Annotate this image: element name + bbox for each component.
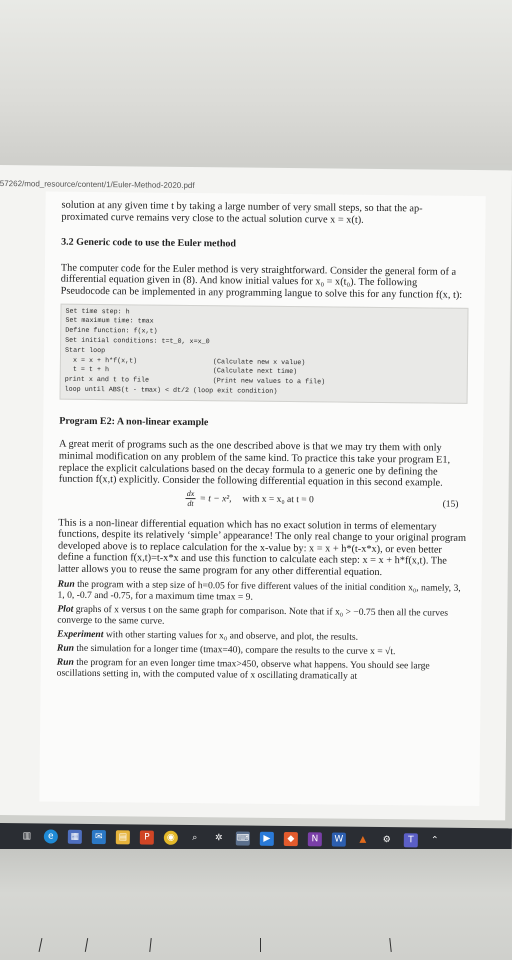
code-line: Start loop xyxy=(65,346,106,355)
code-line: t = t + h (Calculate next time) xyxy=(64,366,298,377)
equation-15 xyxy=(58,487,466,517)
monitor-bezel xyxy=(0,0,512,165)
program-paragraph-2: This is a non-linear differential equation which has no exact solution in terms of elementary functions, despite its relatively ‘simple’ appearance! The only real change to your original program developed above is to replace calculation for the x-value by: x = x + h*(t-x*x), or even better define a function f(x,t)=t-x*x and use this function to calculate each step: x = x + h*f(x,t). The latter allows you to reuse the same program for any other differential equation. xyxy=(57,517,467,579)
code-line: Set time step: h xyxy=(65,307,130,316)
experiment-instruction: Experiment with other starting values for x₀ and observe, and plot, the results. xyxy=(57,628,359,643)
equation-rhs: = t − x², xyxy=(199,493,232,505)
edge-icon[interactable]: e xyxy=(44,829,58,843)
code-line: loop until ABS(t - tmax) < dt/2 (loop exit condition) xyxy=(64,385,278,396)
settings-icon[interactable]: ✲ xyxy=(215,833,223,844)
search-icon[interactable]: ⌕ xyxy=(192,833,198,844)
code-line: Define function: f(x,t) xyxy=(65,326,158,336)
intro-line-1: solution at any given time t by taking a large number of very small steps, so that the ap- xyxy=(61,199,423,215)
chrome-icon[interactable]: ◉ xyxy=(164,831,178,845)
keyboard-edge xyxy=(389,938,391,952)
url-text: 57262/mod_resource/content/1/Euler-Method-2020.pdf xyxy=(0,178,195,191)
equation-condition: with x = x₀ at t = 0 xyxy=(242,494,314,506)
mail-icon[interactable]: ✉ xyxy=(92,830,106,844)
teams-icon[interactable]: T xyxy=(404,833,418,847)
plot-instruction: Plot graphs of x versus t on the same graph for comparison. Note that if x₀ > −0.75 then all the curves converge to the same curve. xyxy=(57,603,449,627)
spark-icon[interactable]: ▲ xyxy=(359,834,367,845)
run-instruction-2: Run the simulation for a longer time (tmax=40), compare the results to the curve x = √t. xyxy=(56,642,396,657)
keyboard-edge xyxy=(39,938,43,952)
keyboard-edge xyxy=(149,938,151,952)
derivative-fraction: dx dt xyxy=(186,488,195,508)
run-instruction-1: Run the program with a step size of h=0.05 for five different values of the initial condition x₀, namely, 3, 1, 0, -0.7 and -0.75, for a maximum time tmax = 9. xyxy=(57,578,461,603)
section-title: 3.2 Generic code to use the Euler method xyxy=(61,236,237,250)
powerpoint-icon[interactable]: P xyxy=(140,830,154,844)
screen xyxy=(0,165,512,820)
gear-icon[interactable]: ⚙ xyxy=(382,835,391,846)
program-paragraph-1: A great merit of programs such as the one described above is that we may try them with only minimal modification on any problem of the same kind. To practice this take your program E1, replace the explicit calculations based on the decay formula to a generic one by defining the function f(x,t) explicitly. Consider the following differential equation in this second example. xyxy=(58,438,451,489)
brave-icon[interactable]: ◆ xyxy=(284,832,298,846)
pseudocode-block xyxy=(60,303,469,403)
keyboard-edge xyxy=(85,938,88,952)
keyboard-icon[interactable]: ⌨ xyxy=(236,831,250,845)
program-title: Program E2: A non-linear example xyxy=(59,415,209,428)
pdf-page xyxy=(39,191,485,806)
run-instruction-3: Run the program for an even longer time tmax>450, observe what happens. You should see large oscillations setting in, with the computed value of x oscillating dramatically at xyxy=(56,656,430,682)
equation-number: (15) xyxy=(442,499,459,510)
laptop-keyboard-area xyxy=(0,849,512,960)
code-line: Set initial conditions: t=t_0, x=x_0 xyxy=(65,336,210,347)
explorer-icon[interactable]: ▤ xyxy=(116,830,130,844)
keyboard-edge xyxy=(260,938,261,952)
section-paragraph: The computer code for the Euler method is very straightforward. Consider the general form of a differential equation given in (8). And know initial values for x₀ = x(t₀). The following Pseudocode can be implemented in any programming langue to solve this for any function f(x, t): xyxy=(60,262,463,301)
word-icon[interactable]: W xyxy=(332,832,346,846)
video-icon[interactable]: ▶ xyxy=(260,832,274,846)
onenote-icon[interactable]: N xyxy=(308,832,322,846)
code-line: print x and t to file (Print new values to a file) xyxy=(64,375,326,387)
code-line: x = x + h*f(x,t) (Calculate new x value) xyxy=(64,356,306,367)
intro-line-2: proximated curve remains very close to the actual solution curve x = x(t). xyxy=(61,211,364,226)
task-view-icon[interactable]: ▥ xyxy=(22,831,32,842)
code-line: Set maximum time: tmax xyxy=(65,317,154,326)
chevron-up-icon[interactable]: ⌃ xyxy=(431,835,439,846)
store-icon[interactable]: ▦ xyxy=(68,830,82,844)
